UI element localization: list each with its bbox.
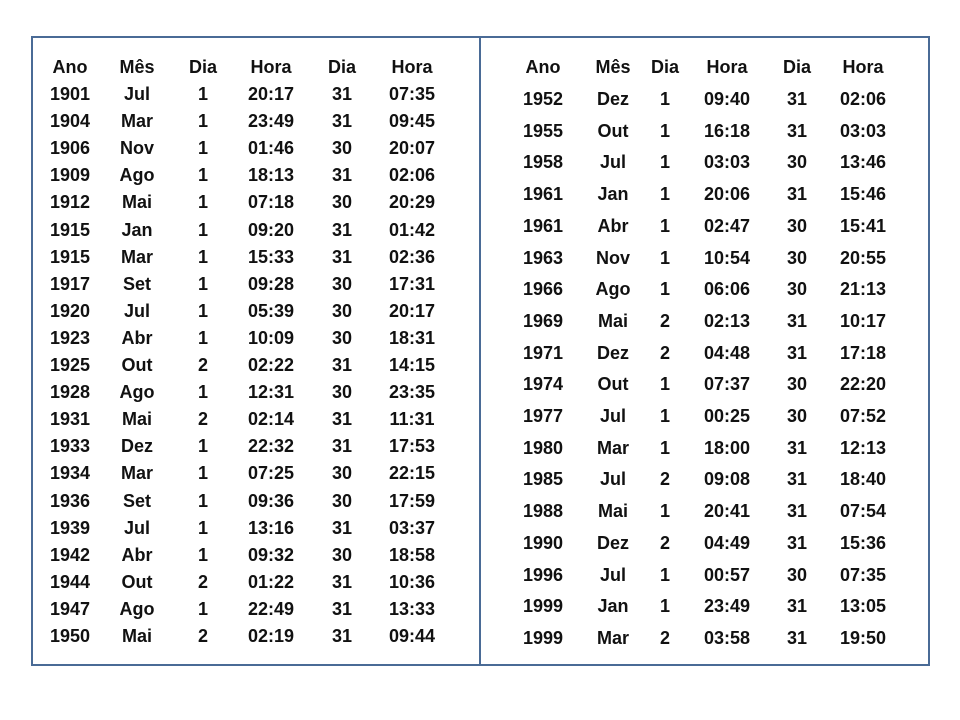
left-cell-ano: 1920 xyxy=(49,300,91,321)
left-cell-dia: 1 xyxy=(197,463,208,484)
left-cell-ano: 1909 xyxy=(49,165,91,186)
left-cell-mes: Set xyxy=(122,490,151,511)
left-cell-hora: 12:31 xyxy=(247,382,295,403)
left-cell-hora2: 07:35 xyxy=(388,84,436,104)
right-header-dia: Dia xyxy=(650,57,679,77)
right-cell-dia2: 31 xyxy=(786,501,808,522)
right-cell-ano: 1999 xyxy=(522,596,564,617)
left-cell-mes: Mai xyxy=(121,626,152,646)
right-cell-dia2: 31 xyxy=(786,437,808,458)
right-cell-hora: 02:47 xyxy=(703,215,751,236)
left-cell-hora: 10:09 xyxy=(247,327,295,348)
left-cell-hora2: 03:37 xyxy=(388,517,436,538)
right-cell-dia: 1 xyxy=(659,501,670,522)
left-cell-mes: Ago xyxy=(119,382,155,403)
left-cell-dia: 1 xyxy=(197,490,208,511)
left-cell-hora2: 17:59 xyxy=(388,490,436,511)
left-cell-mes: Mar xyxy=(120,111,153,132)
right-cell-hora2: 02:06 xyxy=(839,89,887,109)
right-cell-ano: 1988 xyxy=(522,501,564,522)
left-cell-hora2: 02:06 xyxy=(388,165,436,186)
left-cell-hora: 18:13 xyxy=(247,165,295,186)
left-cell-mes: Jul xyxy=(123,84,150,104)
right-header-dia2: Dia xyxy=(782,57,811,77)
left-cell-dia2: 31 xyxy=(331,111,353,132)
right-cell-hora: 09:40 xyxy=(703,89,751,109)
left-cell-ano: 1936 xyxy=(49,490,91,511)
left-cell-ano: 1939 xyxy=(49,517,91,538)
left-cell-dia2: 30 xyxy=(331,300,353,321)
right-cell-dia: 1 xyxy=(659,596,670,617)
left-cell-hora: 22:32 xyxy=(247,436,295,457)
right-cell-mes: Jul xyxy=(599,152,626,173)
right-cell-mes: Mar xyxy=(596,437,629,458)
left-cell-ano: 1944 xyxy=(49,571,91,592)
right-cell-dia2: 30 xyxy=(786,374,808,395)
left-cell-dia2: 30 xyxy=(331,544,353,565)
left-cell-dia2: 30 xyxy=(331,490,353,511)
right-cell-hora2: 19:50 xyxy=(839,627,887,648)
left-header-ano: Ano xyxy=(52,57,88,77)
left-cell-hora2: 18:31 xyxy=(388,327,436,348)
right-cell-dia2: 30 xyxy=(786,215,808,236)
right-cell-dia2: 31 xyxy=(786,342,808,363)
right-cell-mes: Abr xyxy=(597,215,629,236)
left-cell-dia2: 30 xyxy=(331,463,353,484)
left-cell-ano: 1917 xyxy=(49,273,91,294)
right-cell-dia: 2 xyxy=(659,627,670,648)
right-cell-mes: Mai xyxy=(597,310,628,331)
left-cell-dia2: 30 xyxy=(331,382,353,403)
left-cell-dia: 1 xyxy=(197,544,208,565)
right-cell-dia2: 31 xyxy=(786,469,808,490)
left-cell-mes: Jul xyxy=(123,517,150,538)
left-cell-hora: 02:19 xyxy=(247,626,295,646)
right-cell-mes: Jan xyxy=(597,184,629,205)
right-cell-ano: 1990 xyxy=(522,532,564,553)
left-cell-dia: 1 xyxy=(197,192,208,213)
left-cell-dia: 1 xyxy=(197,300,208,321)
right-cell-dia2: 31 xyxy=(786,596,808,617)
right-cell-ano: 1971 xyxy=(522,342,564,363)
left-cell-hora: 07:25 xyxy=(247,463,295,484)
left-cell-ano: 1934 xyxy=(49,463,91,484)
right-cell-dia2: 31 xyxy=(786,532,808,553)
right-cell-ano: 1955 xyxy=(522,120,564,141)
left-cell-ano: 1942 xyxy=(49,544,91,565)
right-cell-hora: 10:54 xyxy=(703,247,751,268)
left-cell-ano: 1928 xyxy=(49,382,91,403)
right-cell-hora2: 18:40 xyxy=(839,469,887,490)
right-cell-dia2: 31 xyxy=(786,310,808,331)
right-cell-dia: 1 xyxy=(659,374,670,395)
left-cell-dia2: 31 xyxy=(331,626,353,646)
right-cell-hora2: 07:52 xyxy=(839,406,887,426)
left-cell-dia: 2 xyxy=(197,571,208,592)
right-cell-hora2: 15:41 xyxy=(839,215,887,236)
right-cell-dia2: 30 xyxy=(786,152,808,173)
left-cell-ano: 1915 xyxy=(49,219,91,240)
right-cell-dia: 1 xyxy=(659,120,670,141)
left-cell-ano: 1933 xyxy=(49,436,91,457)
right-cell-dia2: 30 xyxy=(786,279,808,300)
right-cell-hora: 18:00 xyxy=(703,437,751,458)
left-cell-dia2: 30 xyxy=(331,192,353,213)
left-cell-dia: 1 xyxy=(197,111,208,132)
left-cell-hora: 23:49 xyxy=(247,111,295,132)
left-cell-mes: Out xyxy=(121,355,153,375)
right-cell-dia2: 30 xyxy=(786,247,808,268)
right-cell-mes: Mar xyxy=(596,627,629,648)
left-cell-hora: 09:36 xyxy=(247,490,295,511)
left-cell-mes: Mar xyxy=(120,463,153,484)
right-cell-dia2: 30 xyxy=(786,406,808,426)
left-cell-dia: 2 xyxy=(197,355,208,375)
right-cell-hora: 16:18 xyxy=(703,120,751,141)
left-cell-hora: 01:22 xyxy=(247,571,295,592)
right-cell-ano: 1980 xyxy=(522,437,564,458)
left-cell-mes: Mar xyxy=(120,246,153,267)
right-cell-hora: 07:37 xyxy=(703,374,751,395)
left-cell-hora2: 17:31 xyxy=(388,273,436,294)
right-cell-ano: 1996 xyxy=(522,564,564,585)
left-cell-hora2: 20:07 xyxy=(388,138,436,159)
right-cell-dia: 1 xyxy=(659,406,670,426)
right-cell-hora2: 07:54 xyxy=(839,501,887,522)
left-cell-ano: 1931 xyxy=(49,409,91,430)
right-cell-ano: 1977 xyxy=(522,406,564,426)
left-cell-dia2: 30 xyxy=(331,138,353,159)
right-cell-mes: Jul xyxy=(599,564,626,585)
right-cell-dia: 1 xyxy=(659,279,670,300)
left-cell-ano: 1912 xyxy=(49,192,91,213)
left-cell-hora: 02:22 xyxy=(247,355,295,375)
right-cell-ano: 1963 xyxy=(522,247,564,268)
left-cell-dia: 1 xyxy=(197,165,208,186)
left-cell-mes: Abr xyxy=(121,544,153,565)
right-cell-dia2: 31 xyxy=(786,184,808,205)
left-cell-mes: Jul xyxy=(123,300,150,321)
right-cell-hora2: 03:03 xyxy=(839,120,887,141)
left-header-hora: Hora xyxy=(250,57,292,77)
right-cell-hora: 20:41 xyxy=(703,501,751,522)
right-cell-hora2: 07:35 xyxy=(839,564,887,585)
left-cell-hora2: 20:29 xyxy=(388,192,436,213)
left-cell-dia2: 31 xyxy=(331,409,353,430)
left-header-dia2: Dia xyxy=(327,57,356,77)
left-cell-mes: Ago xyxy=(119,598,155,619)
left-cell-hora2: 20:17 xyxy=(388,300,436,321)
right-cell-ano: 1969 xyxy=(522,310,564,331)
left-cell-ano: 1947 xyxy=(49,598,91,619)
right-cell-dia: 1 xyxy=(659,89,670,109)
left-cell-hora2: 13:33 xyxy=(388,598,436,619)
left-cell-dia: 1 xyxy=(197,598,208,619)
right-cell-mes: Nov xyxy=(595,247,630,268)
right-cell-hora: 20:06 xyxy=(703,184,751,205)
right-cell-hora: 03:58 xyxy=(703,627,751,648)
right-cell-hora2: 17:18 xyxy=(839,342,887,363)
left-cell-hora: 05:39 xyxy=(247,300,295,321)
left-cell-dia2: 31 xyxy=(331,84,353,104)
right-cell-dia: 2 xyxy=(659,310,670,331)
right-cell-dia: 1 xyxy=(659,152,670,173)
right-cell-dia2: 30 xyxy=(786,564,808,585)
left-cell-hora2: 14:15 xyxy=(388,355,436,375)
right-cell-dia2: 31 xyxy=(786,627,808,648)
left-cell-hora2: 02:36 xyxy=(388,246,436,267)
right-cell-hora: 09:08 xyxy=(703,469,751,490)
left-cell-hora: 01:46 xyxy=(247,138,295,159)
left-cell-dia2: 31 xyxy=(331,598,353,619)
right-cell-hora2: 15:36 xyxy=(839,532,887,553)
right-cell-ano: 1961 xyxy=(522,215,564,236)
left-cell-ano: 1901 xyxy=(49,84,91,104)
left-cell-dia: 2 xyxy=(197,626,208,646)
left-cell-hora: 09:32 xyxy=(247,544,295,565)
right-cell-dia: 2 xyxy=(659,469,670,490)
left-cell-mes: Set xyxy=(122,273,151,294)
right-cell-ano: 1985 xyxy=(522,469,564,490)
right-cell-hora: 02:13 xyxy=(703,310,751,331)
left-cell-hora: 09:28 xyxy=(247,273,295,294)
left-cell-hora2: 22:15 xyxy=(388,463,436,484)
right-cell-dia: 2 xyxy=(659,342,670,363)
left-cell-hora: 22:49 xyxy=(247,598,295,619)
right-header-ano: Ano xyxy=(525,57,561,77)
right-cell-mes: Jul xyxy=(599,406,626,426)
left-cell-hora: 13:16 xyxy=(247,517,295,538)
right-cell-ano: 1966 xyxy=(522,279,564,300)
left-cell-hora2: 11:31 xyxy=(389,409,435,430)
right-cell-hora: 23:49 xyxy=(703,596,751,617)
left-cell-hora: 15:33 xyxy=(247,246,295,267)
left-cell-dia2: 31 xyxy=(331,165,353,186)
right-header-mes: Mês xyxy=(595,57,631,77)
right-cell-mes: Ago xyxy=(595,279,631,300)
left-header-mes: Mês xyxy=(119,57,155,77)
right-cell-ano: 1958 xyxy=(522,152,564,173)
right-cell-ano: 1999 xyxy=(522,627,564,648)
right-cell-hora2: 10:17 xyxy=(839,310,887,331)
left-cell-hora: 09:20 xyxy=(247,219,295,240)
left-cell-dia2: 30 xyxy=(331,327,353,348)
right-cell-hora: 06:06 xyxy=(703,279,751,300)
left-cell-hora2: 01:42 xyxy=(388,219,436,240)
left-cell-dia: 1 xyxy=(197,382,208,403)
left-cell-ano: 1915 xyxy=(49,246,91,267)
left-cell-hora2: 18:58 xyxy=(388,544,436,565)
left-cell-dia2: 31 xyxy=(331,571,353,592)
left-cell-dia: 1 xyxy=(197,436,208,457)
left-cell-dia: 1 xyxy=(197,517,208,538)
left-cell-hora2: 17:53 xyxy=(388,436,436,457)
left-cell-mes: Dez xyxy=(120,436,153,457)
left-cell-dia2: 31 xyxy=(331,219,353,240)
left-cell-dia: 2 xyxy=(197,409,208,430)
left-cell-ano: 1923 xyxy=(49,327,91,348)
right-cell-ano: 1961 xyxy=(522,184,564,205)
left-cell-ano: 1904 xyxy=(49,111,91,132)
left-cell-mes: Out xyxy=(121,571,153,592)
left-cell-hora2: 09:44 xyxy=(388,626,436,646)
right-cell-dia: 1 xyxy=(659,437,670,458)
right-cell-hora2: 20:55 xyxy=(839,247,887,268)
right-cell-mes: Jan xyxy=(597,596,629,617)
right-header-hora2: Hora xyxy=(842,57,884,77)
left-cell-mes: Jan xyxy=(121,219,153,240)
right-cell-hora: 00:25 xyxy=(703,406,751,426)
right-cell-mes: Dez xyxy=(596,342,629,363)
right-cell-mes: Out xyxy=(597,374,629,395)
left-cell-dia2: 30 xyxy=(331,273,353,294)
left-cell-hora2: 10:36 xyxy=(388,571,436,592)
right-cell-hora: 04:49 xyxy=(703,532,751,553)
left-cell-dia2: 31 xyxy=(331,436,353,457)
left-cell-hora: 02:14 xyxy=(247,409,295,430)
left-cell-ano: 1950 xyxy=(49,626,91,646)
right-cell-dia: 1 xyxy=(659,215,670,236)
right-cell-hora2: 13:05 xyxy=(839,596,887,617)
left-cell-hora: 07:18 xyxy=(247,192,295,213)
right-cell-dia: 1 xyxy=(659,184,670,205)
left-cell-dia: 1 xyxy=(197,138,208,159)
right-cell-mes: Dez xyxy=(596,532,629,553)
right-header-hora: Hora xyxy=(706,57,748,77)
right-cell-hora2: 22:20 xyxy=(839,374,887,395)
right-cell-dia2: 31 xyxy=(786,89,808,109)
right-cell-mes: Jul xyxy=(599,469,626,490)
left-cell-mes: Ago xyxy=(119,165,155,186)
left-cell-ano: 1906 xyxy=(49,138,91,159)
left-cell-dia2: 31 xyxy=(331,517,353,538)
left-cell-dia: 1 xyxy=(197,327,208,348)
left-cell-mes: Nov xyxy=(119,138,154,159)
right-cell-hora2: 15:46 xyxy=(839,184,887,205)
right-cell-dia: 1 xyxy=(659,247,670,268)
left-cell-dia: 1 xyxy=(197,273,208,294)
left-cell-mes: Mai xyxy=(121,409,152,430)
left-cell-dia: 1 xyxy=(197,84,208,104)
right-cell-dia: 1 xyxy=(659,564,670,585)
left-cell-dia2: 31 xyxy=(331,355,353,375)
left-cell-mes: Mai xyxy=(121,192,152,213)
column-divider xyxy=(479,36,481,666)
right-cell-dia: 2 xyxy=(659,532,670,553)
right-cell-ano: 1952 xyxy=(522,89,564,109)
left-cell-hora2: 23:35 xyxy=(388,382,436,403)
right-cell-hora: 00:57 xyxy=(703,564,751,585)
right-cell-mes: Dez xyxy=(596,89,629,109)
right-cell-hora2: 13:46 xyxy=(839,152,887,173)
left-header-hora2: Hora xyxy=(391,57,433,77)
left-cell-ano: 1925 xyxy=(49,355,91,375)
left-cell-hora2: 09:45 xyxy=(388,111,436,132)
left-cell-dia: 1 xyxy=(197,246,208,267)
left-cell-mes: Abr xyxy=(121,327,153,348)
right-cell-hora: 04:48 xyxy=(703,342,751,363)
right-cell-hora2: 21:13 xyxy=(839,279,887,300)
right-cell-mes: Out xyxy=(597,120,629,141)
right-cell-hora2: 12:13 xyxy=(839,437,887,458)
left-header-dia: Dia xyxy=(188,57,217,77)
left-cell-dia: 1 xyxy=(197,219,208,240)
right-cell-hora: 03:03 xyxy=(703,152,751,173)
right-cell-dia2: 31 xyxy=(786,120,808,141)
right-cell-ano: 1974 xyxy=(522,374,564,395)
left-cell-hora: 20:17 xyxy=(247,84,295,104)
right-cell-mes: Mai xyxy=(597,501,628,522)
left-cell-dia2: 31 xyxy=(331,246,353,267)
